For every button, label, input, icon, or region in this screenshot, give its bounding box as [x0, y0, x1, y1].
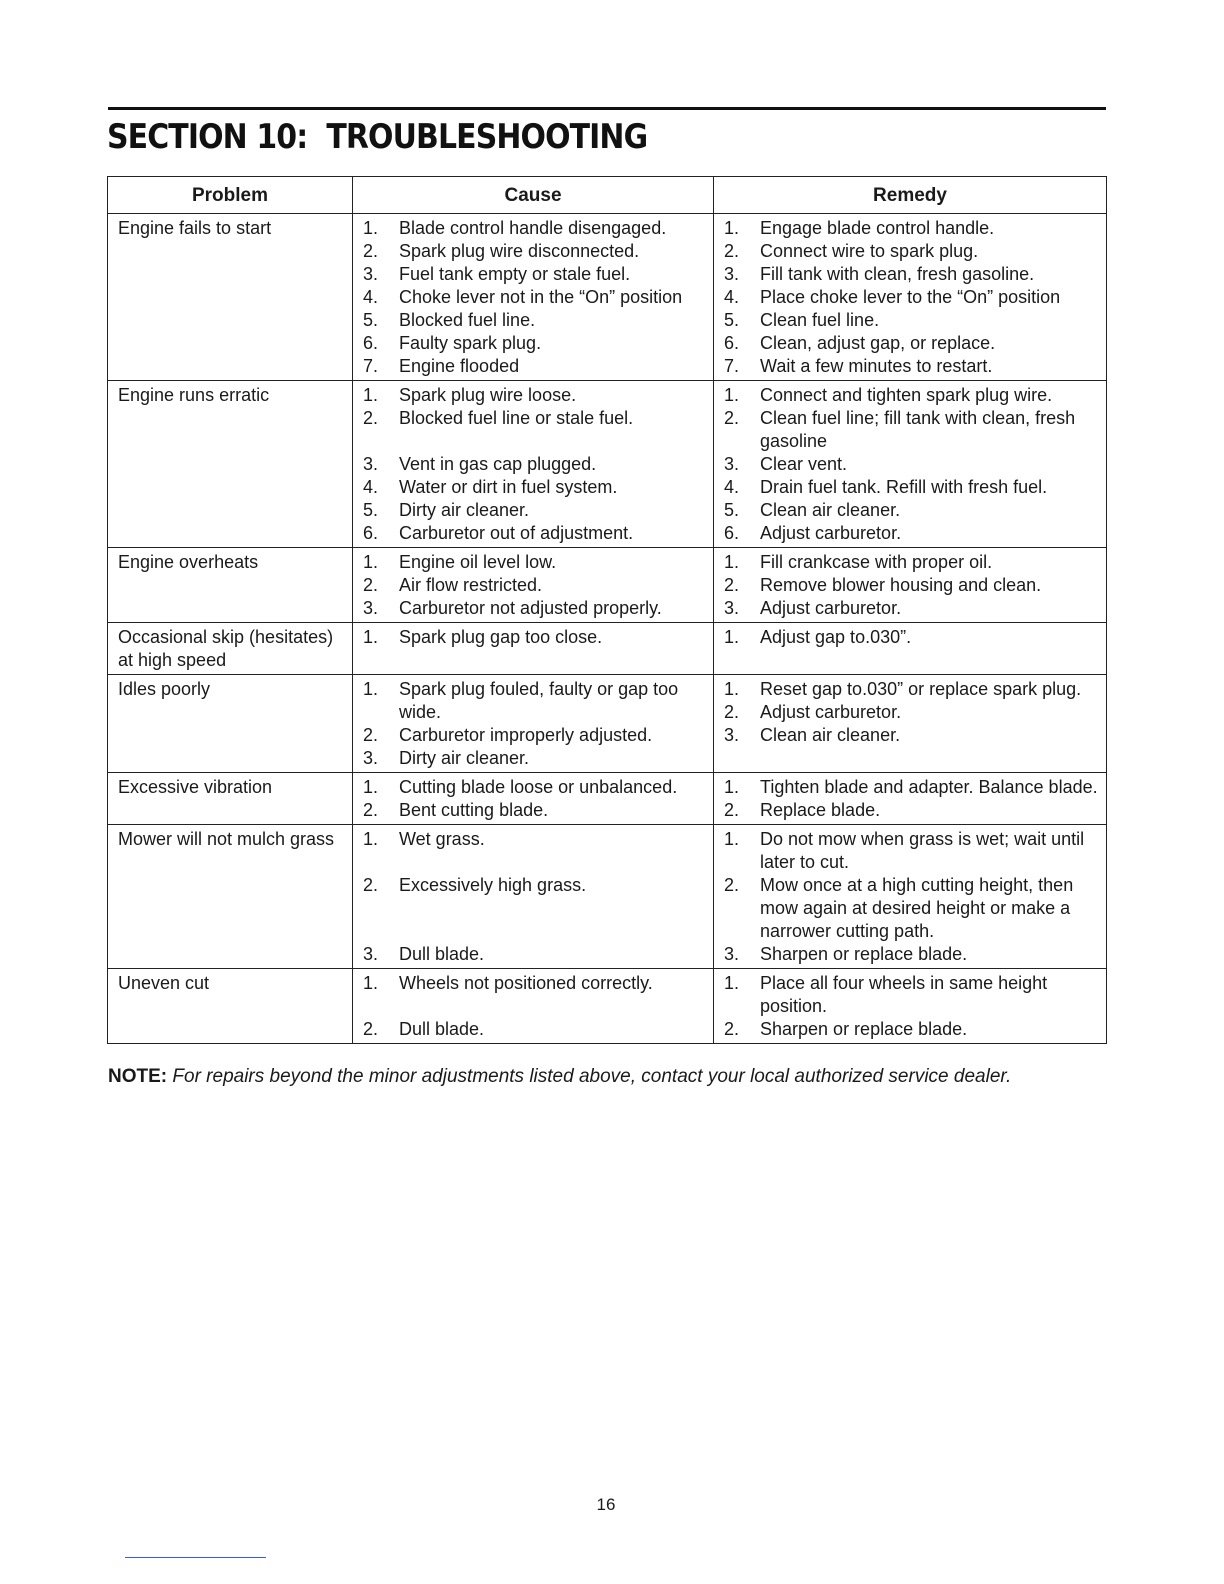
item-number: 6.: [363, 333, 379, 353]
item-number: 3.: [363, 264, 379, 284]
footer-link-underline: [125, 1557, 266, 1558]
item-text: Clean fuel line.: [760, 310, 880, 330]
problem-cell: Engine fails to start: [108, 214, 353, 381]
note: [108, 1066, 1011, 1088]
item-number: 2.: [724, 408, 740, 428]
item-number: 5.: [363, 310, 379, 330]
item-number: 1.: [724, 829, 740, 849]
item-number: 1.: [724, 627, 740, 647]
item-text: Do not mow when grass is wet; wait until later to cut.: [760, 829, 1085, 872]
remedy-item: [724, 1018, 1098, 1041]
remedy-item: [724, 626, 1098, 649]
table-header-row: [108, 177, 1107, 214]
cause-item: [363, 263, 705, 286]
table-row: [108, 825, 1107, 969]
item-text: Tighten blade and adapter. Balance blade.: [760, 777, 1098, 797]
item-number: 5.: [363, 500, 379, 520]
item-number: 3.: [363, 944, 379, 964]
remedy-item: [724, 286, 1098, 309]
remedy-cell: [714, 214, 1107, 381]
cause-cell: [353, 214, 714, 381]
item-text: Mow once at a high cutting height, then mow again at desired height or make a narrower cutting path.: [760, 875, 1074, 941]
remedy-item: [724, 407, 1098, 453]
item-number: 3.: [724, 944, 740, 964]
item-text: Sharpen or replace blade.: [760, 944, 968, 964]
note-label: NOTE:: [108, 1066, 168, 1087]
cause-item: [363, 574, 705, 597]
cause-item: [363, 943, 705, 966]
item-number: 2.: [363, 875, 379, 895]
item-text: Choke lever not in the “On” position: [399, 287, 683, 307]
table-row: [108, 214, 1107, 381]
item-text: Spark plug wire disconnected.: [399, 241, 640, 261]
remedy-item: [724, 551, 1098, 574]
item-text: Sharpen or replace blade.: [760, 1019, 968, 1039]
item-text: Bent cutting blade.: [399, 800, 549, 820]
item-text: Clean fuel line; fill tank with clean, fresh gasoline: [760, 408, 1076, 451]
item-text: Adjust carburetor.: [760, 702, 902, 722]
item-text: Clean air cleaner.: [760, 500, 901, 520]
item-number: 4.: [363, 287, 379, 307]
remedy-item: [724, 943, 1098, 966]
remedy-cell: [714, 825, 1107, 969]
remedy-item: [724, 217, 1098, 240]
item-number: 1.: [363, 627, 379, 647]
item-text: Engine flooded: [399, 356, 520, 376]
cause-item: [363, 332, 705, 355]
item-number: 6.: [724, 333, 740, 353]
item-number: 3.: [363, 454, 379, 474]
remedy-item: [724, 332, 1098, 355]
remedy-item: [724, 499, 1098, 522]
item-text: Replace blade.: [760, 800, 881, 820]
item-number: 1.: [363, 385, 379, 405]
item-text: Adjust carburetor.: [760, 523, 902, 543]
item-text: Engine oil level low.: [399, 552, 557, 572]
item-number: 5.: [724, 500, 740, 520]
remedy-cell: [714, 969, 1107, 1044]
remedy-cell: [714, 623, 1107, 675]
cause-item: [363, 626, 705, 649]
item-number: 1.: [724, 552, 740, 572]
item-text: Drain fuel tank. Refill with fresh fuel.: [760, 477, 1048, 497]
item-number: 1.: [724, 973, 740, 993]
item-number: 7.: [363, 356, 379, 376]
table-row: [108, 381, 1107, 548]
cause-item: [363, 828, 705, 851]
item-text: Clean air cleaner.: [760, 725, 901, 745]
cause-item: [363, 1018, 705, 1041]
cause-item: [363, 551, 705, 574]
table-body: [108, 214, 1107, 1044]
item-text: Clear vent.: [760, 454, 848, 474]
item-text: Fill tank with clean, fresh gasoline.: [760, 264, 1035, 284]
item-text: Adjust carburetor.: [760, 598, 902, 618]
problem-cell: Idles poorly: [108, 675, 353, 773]
remedy-item: [724, 263, 1098, 286]
table-row: [108, 773, 1107, 825]
item-number: 2.: [363, 241, 379, 261]
cause-item: [363, 747, 705, 770]
header-problem: Problem: [108, 177, 353, 214]
header-cause: Cause: [353, 177, 714, 214]
item-text: Carburetor out of adjustment.: [399, 523, 634, 543]
item-text: Water or dirt in fuel system.: [399, 477, 618, 497]
cause-item: [363, 597, 705, 620]
table-row: [108, 548, 1107, 623]
item-text: Dirty air cleaner.: [399, 500, 530, 520]
item-number: 5.: [724, 310, 740, 330]
cause-item: [363, 407, 705, 430]
cause-item: [363, 355, 705, 378]
item-number: 2.: [363, 408, 379, 428]
item-number: 1.: [363, 218, 379, 238]
item-text: Blocked fuel line.: [399, 310, 536, 330]
item-number: 1.: [363, 973, 379, 993]
item-text: Connect wire to spark plug.: [760, 241, 979, 261]
cause-cell: [353, 825, 714, 969]
remedy-item: [724, 240, 1098, 263]
item-text: Air flow restricted.: [399, 575, 543, 595]
item-text: Wet grass.: [399, 829, 485, 849]
item-number: 2.: [724, 241, 740, 261]
item-number: 3.: [363, 748, 379, 768]
cause-item: [363, 972, 705, 995]
item-text: Spark plug fouled, faulty or gap too wide.: [399, 679, 679, 722]
remedy-item: [724, 972, 1098, 1018]
item-text: Fuel tank empty or stale fuel.: [399, 264, 631, 284]
item-text: Carburetor improperly adjusted.: [399, 725, 653, 745]
item-text: Faulty spark plug.: [399, 333, 542, 353]
troubleshooting-table: [107, 176, 1107, 1044]
section-title: SECTION 10: TROUBLESHOOTING: [107, 117, 648, 157]
item-number: 1.: [724, 777, 740, 797]
table-row: [108, 969, 1107, 1044]
cause-item: [363, 240, 705, 263]
remedy-cell: [714, 381, 1107, 548]
item-number: 4.: [724, 287, 740, 307]
item-number: 2.: [363, 575, 379, 595]
item-number: 3.: [363, 598, 379, 618]
item-number: 1.: [363, 679, 379, 699]
remedy-item: [724, 828, 1098, 874]
item-number: 1.: [363, 552, 379, 572]
cause-cell: [353, 623, 714, 675]
remedy-item: [724, 597, 1098, 620]
cause-item: [363, 678, 705, 724]
remedy-item: [724, 476, 1098, 499]
item-number: 1.: [724, 218, 740, 238]
cause-cell: [353, 548, 714, 623]
item-text: Blocked fuel line or stale fuel.: [399, 408, 634, 428]
item-text: Engage blade control handle.: [760, 218, 995, 238]
item-text: Fill crankcase with proper oil.: [760, 552, 993, 572]
item-number: 1.: [724, 679, 740, 699]
remedy-item: [724, 309, 1098, 332]
cause-item: [363, 384, 705, 407]
cause-item: [363, 476, 705, 499]
item-number: 4.: [363, 477, 379, 497]
remedy-item: [724, 384, 1098, 407]
problem-cell: Uneven cut: [108, 969, 353, 1044]
cause-item: [363, 217, 705, 240]
remedy-item: [724, 453, 1098, 476]
item-text: Spark plug wire loose.: [399, 385, 577, 405]
item-number: 6.: [724, 523, 740, 543]
item-number: 2.: [724, 800, 740, 820]
cause-cell: [353, 675, 714, 773]
item-text: Vent in gas cap plugged.: [399, 454, 597, 474]
item-text: Dirty air cleaner.: [399, 748, 530, 768]
remedy-cell: [714, 675, 1107, 773]
item-text: Adjust gap to.030”.: [760, 627, 912, 647]
item-text: Wait a few minutes to restart.: [760, 356, 993, 376]
cause-item: [363, 522, 705, 545]
item-text: Clean, adjust gap, or replace.: [760, 333, 996, 353]
table-row: [108, 623, 1107, 675]
item-text: Blade control handle disengaged.: [399, 218, 667, 238]
cause-item: [363, 309, 705, 332]
problem-cell: Mower will not mulch grass: [108, 825, 353, 969]
remedy-item: [724, 355, 1098, 378]
item-number: 3.: [724, 264, 740, 284]
item-text: Dull blade.: [399, 944, 485, 964]
item-text: Wheels not positioned correctly.: [399, 973, 653, 993]
item-number: 6.: [363, 523, 379, 543]
remedy-item: [724, 701, 1098, 724]
remedy-item: [724, 678, 1098, 701]
cause-cell: [353, 969, 714, 1044]
item-number: 2.: [724, 1019, 740, 1039]
item-number: 4.: [724, 477, 740, 497]
title-rule: [108, 107, 1106, 110]
remedy-item: [724, 574, 1098, 597]
cause-item: [363, 724, 705, 747]
item-text: Reset gap to.030” or replace spark plug.: [760, 679, 1082, 699]
cause-cell: [353, 381, 714, 548]
item-number: 3.: [724, 598, 740, 618]
cause-item: [363, 799, 705, 822]
item-number: 3.: [724, 725, 740, 745]
item-text: Connect and tighten spark plug wire.: [760, 385, 1053, 405]
remedy-item: [724, 776, 1098, 799]
problem-cell: Engine overheats: [108, 548, 353, 623]
item-text: Carburetor not adjusted properly.: [399, 598, 662, 618]
remedy-item: [724, 799, 1098, 822]
remedy-item: [724, 874, 1098, 943]
cause-item: [363, 499, 705, 522]
item-number: 2.: [724, 702, 740, 722]
item-text: Spark plug gap too close.: [399, 627, 603, 647]
table-row: [108, 675, 1107, 773]
item-text: Place choke lever to the “On” position: [760, 287, 1061, 307]
remedy-cell: [714, 548, 1107, 623]
item-text: Excessively high grass.: [399, 875, 587, 895]
item-number: 1.: [724, 385, 740, 405]
note-text: For repairs beyond the minor adjustments listed above, contact your local authorized service dealer.: [172, 1066, 1012, 1087]
item-text: Dull blade.: [399, 1019, 485, 1039]
item-number: 3.: [724, 454, 740, 474]
cause-item: [363, 874, 705, 897]
remedy-item: [724, 522, 1098, 545]
cause-cell: [353, 773, 714, 825]
item-number: 2.: [363, 1019, 379, 1039]
item-text: Place all four wheels in same height position.: [760, 973, 1048, 1016]
problem-cell: Occasional skip (hesitates) at high speed: [108, 623, 353, 675]
remedy-cell: [714, 773, 1107, 825]
problem-cell: Excessive vibration: [108, 773, 353, 825]
cause-item: [363, 286, 705, 309]
item-number: 2.: [724, 575, 740, 595]
item-number: 2.: [363, 725, 379, 745]
page-number: 16: [596, 1495, 616, 1514]
item-number: 2.: [724, 875, 740, 895]
item-number: 7.: [724, 356, 740, 376]
header-remedy: Remedy: [714, 177, 1107, 214]
item-text: Cutting blade loose or unbalanced.: [399, 777, 678, 797]
remedy-item: [724, 724, 1098, 747]
item-number: 2.: [363, 800, 379, 820]
item-text: Remove blower housing and clean.: [760, 575, 1042, 595]
cause-item: [363, 453, 705, 476]
problem-cell: Engine runs erratic: [108, 381, 353, 548]
cause-item: [363, 776, 705, 799]
item-number: 1.: [363, 829, 379, 849]
item-number: 1.: [363, 777, 379, 797]
